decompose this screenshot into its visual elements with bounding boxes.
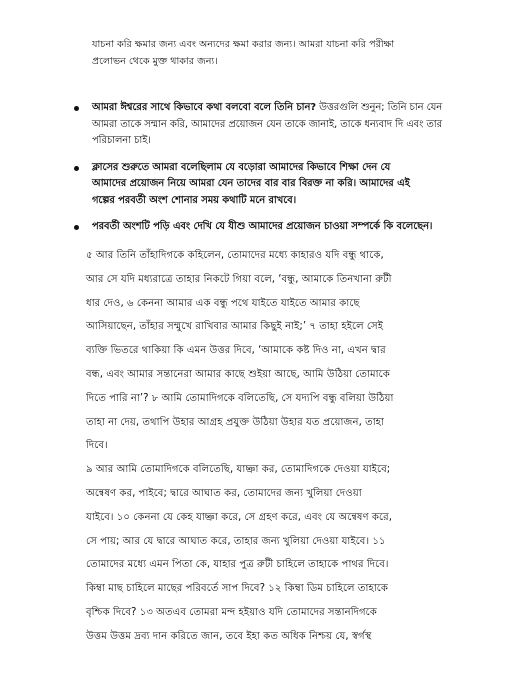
verse-line: ধার দেও, ৬ কেননা আমার এক বন্ধু পথে যাইতে যাইতে আমার কাছে (86, 297, 360, 309)
verse-line: উত্তম উত্তম দ্রব্য দান করিতে জান, তবে ইহা কত অধিক নিশ্চয় যে, স্বর্গস্থ (86, 630, 372, 642)
verse-line: বৃশ্চিক দিবে? ১৩ অতএব তোমরা মন্দ হইয়াও যদি তোমাদের সন্তানদিগকে (86, 606, 377, 618)
verse-line: আর সে যদি মধ্যরাত্রে তাহার নিকটে গিয়া বলে, ‘বন্ধু, আমাকে তিনখানা রুটী (86, 273, 392, 285)
scripture-passage (86, 244, 486, 649)
verse-line: বন্ধ, এবং আমার সন্তানেরা আমার কাছে শুইয়া আছে, আমি উঠিয়া তোমাকে (86, 368, 390, 380)
text-line: আমরা ঈশ্বরের সাথে কিভাবে কথা বলবো বলে তিনি চান? উত্তরগুলি শুনুন; তিনি চান যেন (92, 102, 443, 113)
verse-line: কিম্বা মাছ চাহিলে মাছের পরিবর্তে সাপ দিবে? ১২ কিম্বা ডিম চাহিলে তাহাকে (86, 583, 388, 595)
bullet-item-1 (72, 100, 484, 150)
text-line: পরবর্তী অংশটি পড়ি এবং দেখি যে যীশু আমাদের প্রয়োজন চাওয়া সম্পর্কে কি বলেছেন। (92, 221, 433, 232)
bold-question: আমরা ঈশ্বরের সাথে কিভাবে কথা বলবো বলে তিনি চান? (92, 102, 317, 113)
bullet-icon (74, 166, 79, 171)
verse-line: আসিয়াছেন, তাঁহার সম্মুখে রাখিবার আমার কিছুই নাই;’ ৭ তাহা হইলে সেই (86, 321, 384, 333)
verse-line: ৯ আর আমি তোমাদিগকে বলিতেছি, যাচ্ঞা কর, তোমাদিগকে দেওয়া যাইবে; (86, 464, 391, 476)
verse-line: অন্বেষণ কর, পাইবে; দ্বারে আঘাত কর, তোমাদের জন্য খুলিয়া দেওয়া (86, 487, 362, 499)
text-line: আমাদের প্রয়োজন নিয়ে আমরা যেন তাদের বার বার বিরক্ত না করি। আমাদের এই (92, 178, 410, 189)
text-line: গল্পের পরবর্তী অংশ শোনার সময় কথাটি মনে রাখবে। (92, 194, 297, 206)
text-line: প্রলোভন থেকে মুক্ত থাকার জন্য। (92, 56, 218, 67)
verse-line: ব্যক্তি ভিতরে থাকিয়া কি এমন উত্তর দিবে, ‘আমাকে কষ্ট দিও না, এখন দ্বার (86, 345, 386, 357)
bullet-icon (74, 225, 79, 230)
verse-line: দিবে। (86, 440, 108, 452)
text-line: যাচনা করি ক্ষমার জন্য এবং অন্যদের ক্ষমা করার জন্য। আমরা যাচনা করি পরীক্ষা (92, 39, 395, 50)
verse-line: দিতে পারি না’? ৮ আমি তোমাদিগকে বলিতেছি, সে যদ্যপি বন্ধু বলিয়া উঠিয়া (86, 392, 394, 404)
verse-line: ৫ আর তিনি তাঁহাদিগকে কহিলেন, তোমাদের মধ্যে কাহারও যদি বন্ধু থাকে, (86, 250, 384, 261)
text-line: আমরা তাকে সম্মান করি, আমাদের প্রয়োজন যেন তাকে জানাই, তাকে ধন্যবাদ দি এবং তার (92, 118, 443, 130)
bullet-item-3 (72, 219, 484, 236)
verse-line: সে পায়; আর যে দ্বারে আঘাত করে, তাহার জন্য খুলিয়া দেওয়া যাইবে। ১১ (86, 535, 386, 547)
text-line: ক্লাসের শুরুতে আমরা বলেছিলাম যে বড়োরা আমাদের কিভাবে শিক্ষা দেন যে (92, 161, 391, 173)
bullet-item-2 (72, 160, 484, 210)
verse-line: তোমাদের মধ্যে এমন পিতা কে, যাহার পুত্র রুটী চাহিলে তাহাকে পাথর দিবে। (86, 559, 389, 571)
text-line: পরিচালনা চাই। (92, 135, 151, 146)
verse-line: তাহা না দেয়, তথাপি উহার আগ্রহ প্রযুক্ত উঠিয়া উহার যত প্রয়োজন, তাহা (86, 416, 384, 428)
bullet-icon (74, 106, 79, 111)
verse-line: যাইবে। ১০ কেননা যে কেহ যাচ্ঞা করে, সে গ্রহণ করে, এবং যে অন্বেষণ করে, (86, 511, 392, 523)
intro-paragraph (92, 36, 470, 70)
bullet-list (72, 100, 484, 246)
